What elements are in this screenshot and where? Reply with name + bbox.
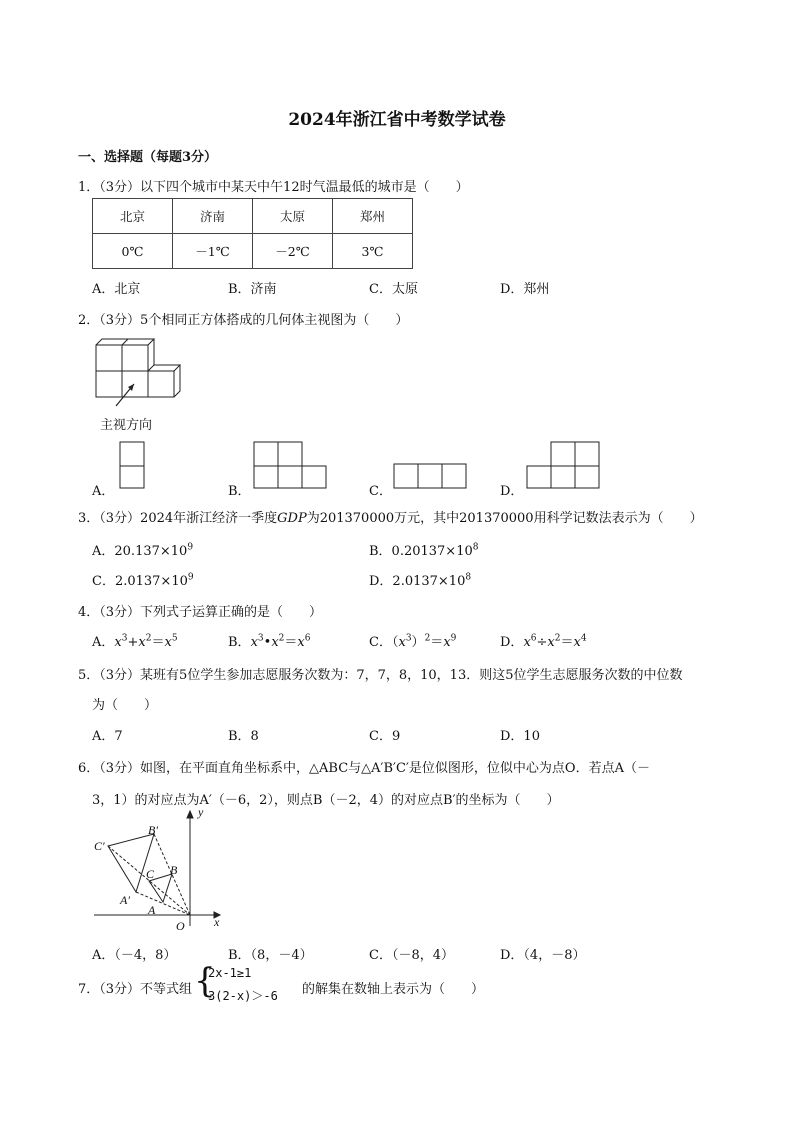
q2-option-c[interactable]: C． [369, 484, 392, 499]
q3-stem-part: 3．（3分）2024年浙江经济一季度 [78, 511, 278, 526]
q3-option-d-text: D．2.0137×10 [369, 574, 466, 589]
q2-option-d[interactable]: D． [500, 484, 524, 499]
q6-option-d[interactable]: D．（4，－8） [500, 948, 586, 963]
q5-option-b[interactable]: B．8 [228, 729, 259, 744]
table-cell: 3℃ [333, 234, 413, 269]
table-header-cell: 北京 [93, 199, 173, 234]
q3-option-c-exp: 9 [187, 572, 194, 583]
q4-option-a[interactable]: A．$x^3+x^2=x^5$ [92, 633, 178, 650]
point-c-label: C [146, 867, 155, 881]
q4-option-b[interactable]: B．$x^3•x^2=x^6$ [228, 633, 311, 650]
q4-option-c[interactable]: C．$(x^3)^2=x^9$ [369, 633, 457, 650]
q4-option-d-label: D． [500, 635, 524, 650]
q3-option-c[interactable] [92, 570, 194, 589]
cube-solid-figure [92, 335, 192, 405]
option-a-view [118, 440, 148, 492]
q2-option-a[interactable]: A． [92, 484, 115, 499]
y-axis-label: y [198, 805, 204, 819]
q3-option-a[interactable] [92, 540, 193, 559]
x-axis-label: x [214, 915, 220, 929]
q4-stem: 4．（3分）下列式子运算正确的是（ ） [78, 605, 323, 620]
table-cell: －1℃ [173, 234, 253, 269]
q7-inequality-2: 3(2-x)＞-6 [208, 989, 278, 1003]
q3-option-c-text: C．2.0137×10 [92, 574, 188, 589]
q4-option-c-label: C． [369, 635, 392, 650]
table-header-cell: 郑州 [333, 199, 413, 234]
temperature-table [92, 198, 413, 269]
q5-option-d[interactable]: D．10 [500, 729, 540, 744]
option-d-view [525, 440, 603, 492]
q4-option-a-label: A． [92, 635, 115, 650]
q3-option-b-text: B．0.20137×10 [369, 544, 473, 559]
q2-stem: 2．（3分）5个相同正方体搭成的几何体主视图为（ ） [78, 313, 409, 328]
q4-option-d[interactable]: D．$x^6\div x^2=x^4$ [500, 633, 587, 650]
page-title: 2024年浙江省中考数学试卷 [288, 110, 506, 130]
q5-stem-line2: 为（ ） [92, 698, 158, 713]
q7-stem-part2: 的解集在数轴上表示为（ ） [302, 982, 485, 997]
section-heading: 一、选择题（每题3分） [78, 150, 218, 165]
q3-option-b[interactable] [369, 540, 478, 559]
q3-option-a-exp: 9 [187, 542, 194, 553]
q3-option-a-text: A．20.137×10 [92, 544, 188, 559]
q3-option-b-exp: 8 [472, 542, 479, 553]
table-header-cell: 济南 [173, 199, 253, 234]
q1-option-d[interactable]: D．郑州 [500, 282, 550, 297]
q3-stem-part: 为201370000万元，其中201370000用科学记数法表示为（ ） [306, 511, 703, 526]
q7-stem-part1: 7．（3分）不等式组 [78, 982, 193, 997]
point-b-prime-label: B′ [148, 823, 158, 837]
table-cell: －2℃ [253, 234, 333, 269]
y-axis-arrow-icon [187, 811, 193, 818]
q3-option-d-exp: 8 [465, 572, 472, 583]
q7-inequality-1: 2x-1≥1 [208, 966, 252, 980]
q5-option-a[interactable]: A．7 [92, 729, 123, 744]
q3-gdp: GDP [277, 511, 307, 526]
table-header-cell: 太原 [253, 199, 333, 234]
point-c-prime-label: C′ [94, 839, 105, 853]
q1-option-a[interactable]: A．北京 [92, 282, 141, 297]
point-b-label: B [170, 863, 178, 877]
q5-stem-line1: 5．（3分）某班有5位学生参加志愿服务次数为：7，7，8，10，13．则这5位学生志愿服务次数的中位数 [78, 668, 683, 683]
q3-stem [78, 507, 703, 526]
point-a-label: A [148, 903, 156, 917]
q1-option-b[interactable]: B．济南 [228, 282, 277, 297]
view-direction-arrow [112, 380, 142, 410]
q4-option-b-label: B． [228, 635, 251, 650]
q2-option-b[interactable]: B． [228, 484, 251, 499]
similar-triangles-figure [90, 805, 230, 933]
q6-option-c[interactable]: C．（－8，4） [369, 948, 454, 963]
q3-option-d[interactable] [369, 570, 471, 589]
q1-stem: 1．（3分）以下四个城市中某天中午12时气温最低的城市是（ ） [78, 180, 469, 195]
triangle-abc-prime [108, 834, 154, 892]
option-c-view [392, 462, 468, 492]
q5-option-c[interactable]: C．9 [369, 729, 401, 744]
point-a-prime-label: A′ [120, 893, 130, 907]
view-direction-label: 主视方向 [100, 418, 153, 433]
q6-option-b[interactable]: B．（8，－4） [228, 948, 313, 963]
q6-stem-line2: 3，1）的对应点为A′（－6，2），则点B（－2，4）的对应点B′的坐标为（ ） [92, 793, 560, 808]
q6-stem-line1: 6．（3分）如图，在平面直角坐标系中，△ABC与△A′B′C′是位似图形，位似中心为点O．若点A（－ [78, 761, 650, 776]
option-b-view [252, 440, 328, 492]
origin-label: O [176, 919, 185, 933]
table-cell: 0℃ [93, 234, 173, 269]
q6-option-a[interactable]: A．（－4，8） [92, 948, 177, 963]
brace-icon: { [194, 961, 216, 1001]
q1-option-c[interactable]: C．太原 [369, 282, 418, 297]
